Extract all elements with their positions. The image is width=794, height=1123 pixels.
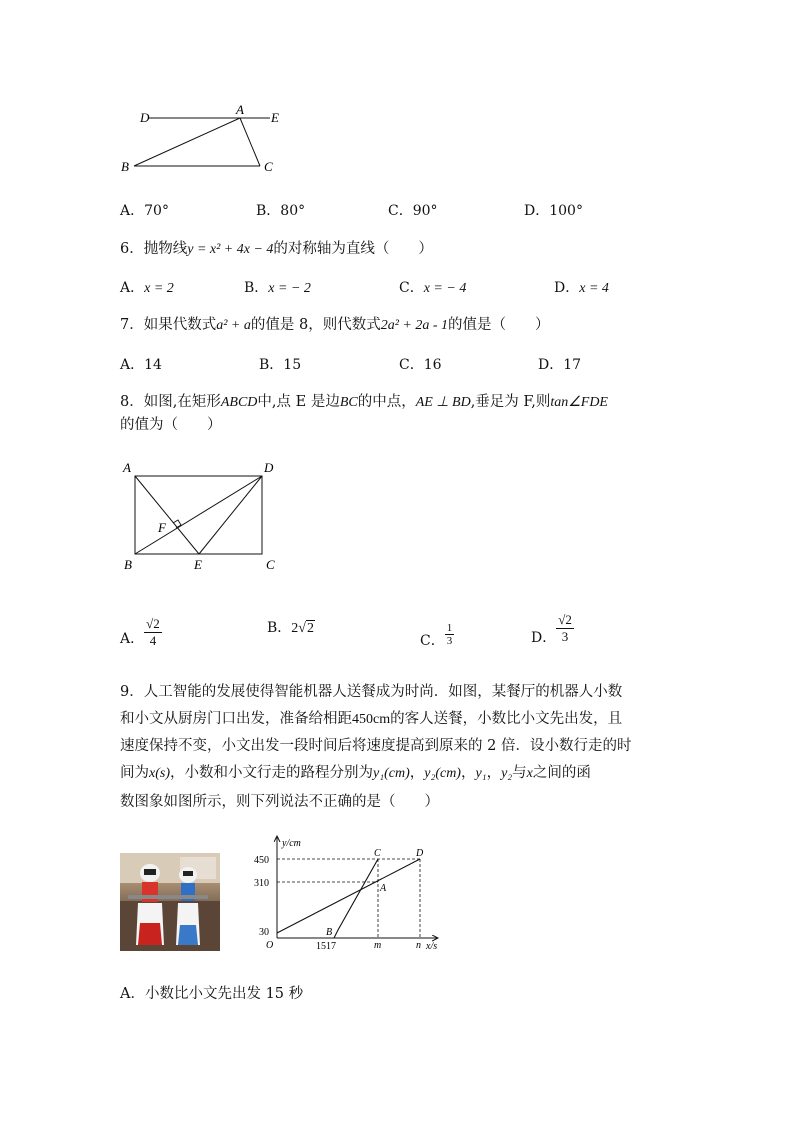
segment-ba (134, 118, 240, 166)
y-axis-label: y/cm (282, 838, 301, 849)
label-a: A (236, 104, 244, 117)
q9-stem-line-2: 和小文从厨房门口出发，准备给相距450cm的客人送餐，小数比小文先出发，且 (120, 711, 623, 727)
point-d-label: D (416, 848, 424, 859)
q7-formula-2: 2a² + 2a - 1 (380, 318, 449, 333)
segment-ae (135, 476, 199, 554)
label-d: D (264, 460, 274, 475)
label-c: C (264, 159, 273, 174)
q5-option-c: C．90° (388, 203, 438, 219)
label-b: B (121, 159, 129, 174)
q9-distance-time-graph (250, 832, 450, 956)
point-a-label: A (380, 883, 387, 894)
label-b: B (124, 557, 132, 572)
q6-option-b: B．x = − 2 (244, 280, 311, 296)
q6-formula: y = x² + 4x − 4 (187, 242, 274, 257)
q5-option-d: D．100° (524, 203, 583, 219)
label-c: C (266, 557, 275, 572)
q6-option-c: C．x = − 4 (399, 280, 467, 296)
q8-option-b: B．2√2 (267, 620, 314, 636)
q8-option-a: A． $\frac{√2}{4}$ (120, 615, 160, 648)
q8-stem-line-1: 8．如图,在矩形ABCD中,点 E 是边BC的中点，AE ⊥ BD,垂足为 F,则tan∠FDE (120, 394, 608, 410)
x-axis-label: x/s (426, 941, 438, 952)
tick-n: n (416, 940, 421, 951)
q7-option-b: B．15 (259, 357, 302, 373)
label-d: D (140, 110, 150, 125)
tick-m: m (374, 940, 382, 951)
q7-formula-1: a² + a (216, 318, 251, 333)
tick-450: 450 (254, 855, 269, 866)
line-xiaoshu-y1 (277, 859, 420, 933)
q6-option-d: D．x = 4 (554, 280, 609, 296)
q5-triangle-figure (118, 104, 298, 180)
label-e: E (271, 110, 279, 125)
q6-stem: 6．抛物线y = x² + 4x − 4的对称轴为直线（ ） (120, 241, 433, 257)
q6-option-a: A．x = 2 (120, 280, 174, 296)
q7-option-c: C．16 (399, 357, 442, 373)
segment-ac (240, 118, 260, 166)
q7-option-a: A．14 (120, 357, 162, 373)
q7-stem: 7．如果代数式a² + a的值是 8，则代数式2a² + 2a - 1的值是（ ） (120, 317, 550, 333)
q8-option-d: D． $\frac{√2}{3}$ (531, 611, 572, 646)
q5-option-b: B．80° (256, 203, 306, 219)
q9-stem-line-4: 间为x(s)，小数和小文行走的路程分别为y₁(cm)，y₂(cm)，y₁，y₂与x之间的函 (120, 765, 591, 781)
point-b-label: B (326, 927, 333, 938)
segment-bd (135, 476, 262, 554)
q8-rectangle-figure (118, 458, 288, 576)
q9-option-a: A．小数比小文先出发 15 秒 (120, 986, 304, 1002)
tick-1517: 1517 (316, 941, 336, 952)
robot-waiters-photo (120, 853, 220, 951)
tick-310: 310 (254, 878, 269, 889)
origin-label: O (266, 940, 274, 951)
q9-stem-line-5: 数图象如图所示，则下列说法不正确的是（ ） (120, 794, 439, 810)
tick-30: 30 (259, 927, 269, 938)
q8-stem-line-2: 的值为（ ） (120, 417, 222, 433)
q7-option-d: D．17 (538, 357, 582, 373)
robot-photo-art (120, 853, 220, 951)
point-c-label: C (374, 848, 381, 859)
label-a: A (123, 460, 131, 475)
q9-stem-line-1: 9．人工智能的发展使得智能机器人送餐成为时尚．如图，某餐厅的机器人小数 (120, 684, 623, 700)
q9-stem-line-3: 速度保持不变，小文出发一段时间后将速度提高到原来的 2 倍．设小数行走的时 (120, 738, 632, 754)
q5-option-a: A．70° (120, 203, 169, 219)
segment-de (199, 476, 262, 554)
q8-option-c: C． $\frac{1}{3}$ (420, 621, 453, 649)
label-e: E (194, 557, 202, 572)
label-f: F (158, 520, 166, 535)
